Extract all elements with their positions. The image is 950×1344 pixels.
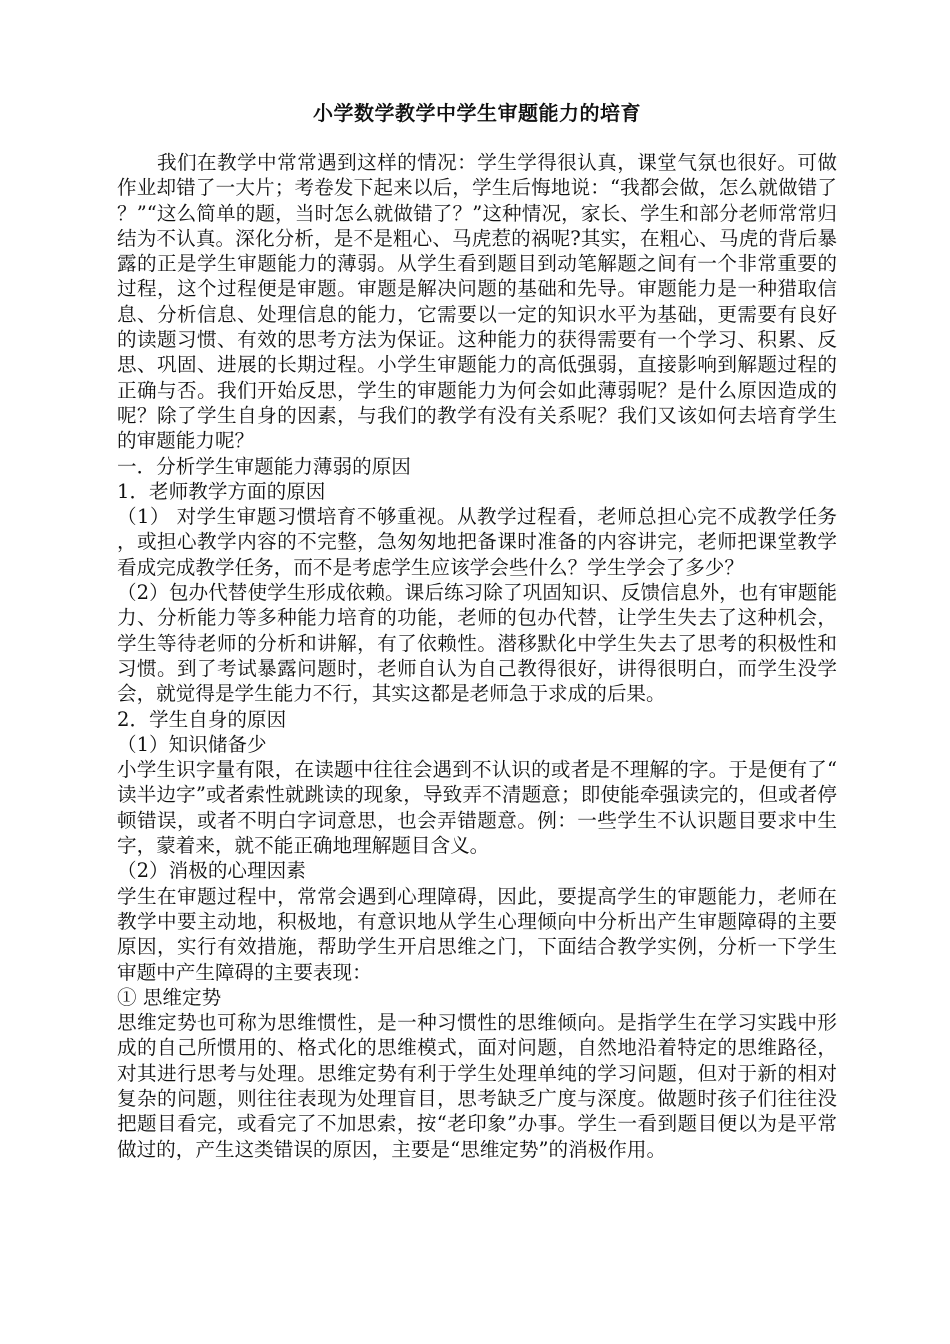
- student-reason-heading-1: （1）知识储备少: [117, 732, 267, 756]
- section-heading: 一．分析学生审题能力薄弱的原因: [117, 454, 411, 478]
- intro-paragraph: 我们在教学中常常遇到这样的情况：学生学得很认真，课堂气氛也很好。可做作业却错了一大片；考卷发下起来以后，学生后悔地说：“我都会做，怎么就做错了？”“这么简单的题，当时怎么就做错了？”这种情况，家长、学生和部分老师常常归结为不认真。深化分析，是不是粗心、马虎惹的祸呢?其实，在粗心、马虎的背后暴露的正是学生审题能力的薄弱。从学生看到题目到动笔解题之间有一个非常重要的过程，这个过程便是审题。审题是解决问题的基础和先导。审题能力是一种猎取信息、分析信息、处理信息的能力，它需要以一定的知识水平为基础，更需要有良好的读题习惯、有效的思考方法为保证。这种能力的获得需要有一个学习、积累、反思、巩固、进展的长期过程。小学生审题能力的高低强弱，直接影响到解题过程的正确与否。我们开始反思，学生的审题能力为何会如此薄弱呢？是什么原因造成的呢？除了学生自身的因素，与我们的教学有没有关系呢？我们又该如何去培育学生的审题能力呢？: [117, 151, 837, 453]
- teacher-reason-paragraph-1: （1） 对学生审题习惯培育不够重视。从教学过程看，老师总担心完不成教学任务，或担心教学内容的不完整，急匆匆地把备课时准备的内容讲完，老师把课堂教学看成完成教学任务，而不是考虑学生应该学会些什么？学生学会了多少？: [117, 505, 837, 579]
- mindset-paragraph: 思维定势也可称为思维惯性，是一种习惯性的思维倾向。是指学生在学习实践中形成的自己所惯用的、格式化的思维模式，面对问题，自然地沿着特定的思维路径，对其进行思考与处理。思维定势有利于学生处理单纯的学习问题，但对于新的相对复杂的问题，则往往表现为处理盲目，思考缺乏广度与深度。做题时孩子们往往没把题目看完，或看完了不加思索，按“老印象”办事。学生一看到题目便以为是平常做过的，产生这类错误的原因，主要是“思维定势”的消极作用。: [117, 1011, 837, 1161]
- student-reason-paragraph-1: 小学生识字量有限，在读题中往往会遇到不认识的或者是不理解的字。于是便有了“读半边字”或者索性就跳读的现象，导致弄不清题意；即使能牵强读完的，但或者停顿错误，或者不明白字词意思，也会弄错题意。例：一些学生不认识题目要求中生字，蒙着来，就不能正确地理解题目含义。: [117, 758, 837, 858]
- document-title: 小学数学教学中学生审题能力的培育: [313, 101, 641, 125]
- student-reason-paragraph-2: 学生在审题过程中，常常会遇到心理障碍，因此，要提高学生的审题能力，老师在教学中要主动地，积极地，有意识地从学生心理倾向中分析出产生审题障碍的主要原因，实行有效措施，帮助学生开启思维之门，下面结合教学实例，分析一下学生审题中产生障碍的主要表现：: [117, 884, 837, 984]
- teacher-reason-paragraph-2: （2）包办代替使学生形成依赖。课后练习除了巩固知识、反馈信息外，也有审题能力、分析能力等多种能力培育的功能，老师的包办代替，让学生失去了这种机会，学生等待老师的分析和讲解，有了依赖性。潜移默化中学生失去了思考的积极性和习惯。到了考试暴露问题时，老师自认为自己教得很好，讲得很明白，而学生没学会，就觉得是学生能力不行，其实这都是老师急于求成的后果。: [117, 581, 837, 706]
- student-reason-heading-2: （2）消极的心理因素: [117, 859, 306, 883]
- subsection-heading-teacher: 1．老师教学方面的原因: [117, 479, 326, 503]
- subsection-heading-student: 2．学生自身的原因: [117, 707, 287, 731]
- mindset-heading: ① 思维定势: [117, 985, 222, 1009]
- document-page: [117, 96, 837, 1162]
